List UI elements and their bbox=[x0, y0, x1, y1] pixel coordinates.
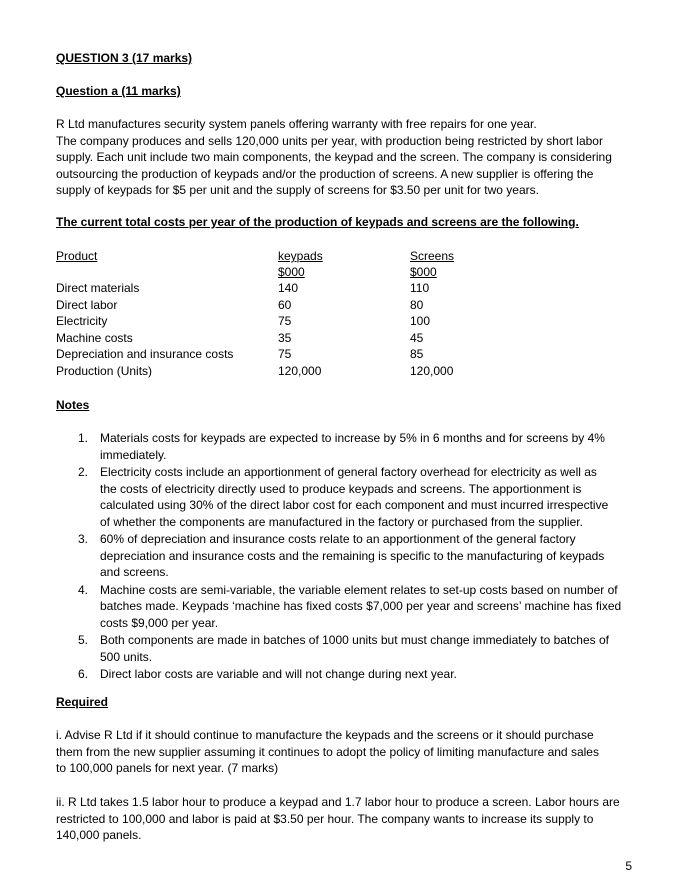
note-number: 3. bbox=[78, 532, 89, 546]
required-ii-line: 140,000 panels. bbox=[56, 828, 142, 842]
row-label: Electricity bbox=[56, 314, 108, 328]
required-ii-line: restricted to 100,000 and labor is paid at $3.50 per hour. The company wants to increase its supply to bbox=[56, 811, 594, 826]
note-line: 60% of depreciation and insurance costs relate to an apportionment of the general factory bbox=[100, 532, 576, 546]
unit-screens: $000 bbox=[410, 265, 437, 279]
note-line: depreciation and insurance costs and the remaining is specific to the manufacturing of keypads bbox=[100, 548, 605, 563]
intro-paragraph bbox=[56, 116, 634, 199]
intro-line: supply. Each unit include two main components, the keypad and the screen. The company is considering bbox=[56, 150, 612, 164]
header-screens: Screens bbox=[410, 249, 455, 263]
note-line: calculated using 30% of the direct labor cost for each component and must incurred irrespective bbox=[100, 498, 609, 512]
row-label: Depreciation and insurance costs bbox=[56, 347, 234, 361]
question-a-title: Question a (11 marks) bbox=[56, 84, 181, 98]
row-label: Production (Units) bbox=[56, 363, 153, 378]
row-label: Machine costs bbox=[56, 330, 133, 345]
row-keypads: 140 bbox=[278, 281, 299, 295]
row-keypads: 75 bbox=[278, 314, 292, 328]
note-line: batches made. Keypads ‘machine has fixed costs $7,000 per year and screens’ machine has fixed bbox=[100, 599, 622, 613]
row-screens: 45 bbox=[410, 330, 424, 345]
row-label: Direct labor bbox=[56, 297, 118, 312]
note-item bbox=[56, 666, 636, 683]
intro-line: The company produces and sells 120,000 units per year, with production being restricted by short labor bbox=[56, 133, 603, 148]
required-i-line: them from the new supplier assuming it continues to adopt the policy of limiting manufacture and sales bbox=[56, 744, 599, 759]
note-number: 6. bbox=[78, 667, 89, 681]
row-screens: 85 bbox=[410, 347, 424, 361]
note-line: the costs of electricity directly used to produce keypads and screens. The apportionment is bbox=[100, 481, 582, 496]
note-number: 1. bbox=[78, 431, 89, 445]
row-keypads: 120,000 bbox=[278, 363, 322, 378]
row-keypads: 35 bbox=[278, 330, 292, 345]
row-keypads: 75 bbox=[278, 347, 292, 361]
required-title: Required bbox=[56, 695, 109, 709]
costs-heading: The current total costs per year of the production of keypads and screens are the following. bbox=[56, 215, 579, 229]
note-line: Electricity costs include an apportionment of general factory overhead for electricity as well as bbox=[100, 465, 597, 479]
row-screens: 80 bbox=[410, 297, 424, 312]
question-title: QUESTION 3 (17 marks) bbox=[56, 51, 193, 65]
row-keypads: 60 bbox=[278, 297, 292, 312]
intro-line: outsourcing the production of keypads and/or the production of screens. A new supplier is offering the bbox=[56, 166, 594, 181]
required-i-line: i. Advise R Ltd if it should continue to manufacture the keypads and the screens or it should purchase bbox=[56, 728, 594, 742]
note-line: Machine costs are semi-variable, the variable element relates to set-up costs based on number of bbox=[100, 582, 618, 597]
note-item bbox=[56, 531, 636, 581]
required-ii-paragraph bbox=[56, 794, 634, 844]
page-number: 5 bbox=[625, 859, 632, 873]
required-ii-line: ii. R Ltd takes 1.5 labor hour to produce a keypad and 1.7 labor hour to produce a screen. Labor hours are bbox=[56, 795, 620, 809]
notes-list bbox=[56, 430, 636, 684]
note-line: of whether the components are manufactured in the factory or purchased from the supplier. bbox=[100, 514, 583, 529]
note-line: and screens. bbox=[100, 565, 169, 579]
row-screens: 110 bbox=[410, 281, 430, 295]
note-item bbox=[56, 430, 636, 463]
unit-keypads: $000 bbox=[278, 265, 305, 279]
note-line: Materials costs for keypads are expected to increase by 5% in 6 months and for screens by 4% bbox=[100, 431, 605, 445]
note-line: 500 units. bbox=[100, 649, 153, 664]
intro-line: R Ltd manufactures security system panels offering warranty with free repairs for one year. bbox=[56, 117, 537, 131]
note-item bbox=[56, 582, 636, 632]
note-line: immediately. bbox=[100, 447, 167, 462]
note-line: Direct labor costs are variable and will not change during next year. bbox=[100, 667, 457, 681]
row-screens: 120,000 bbox=[410, 363, 454, 378]
intro-line: supply of keypads for $5 per unit and the supply of screens for $3.50 per unit for two years. bbox=[56, 183, 539, 197]
notes-title: Notes bbox=[56, 398, 90, 412]
header-product: Product bbox=[56, 249, 98, 263]
required-i-paragraph bbox=[56, 727, 634, 777]
header-keypads: keypads bbox=[278, 249, 323, 263]
note-item bbox=[56, 464, 636, 530]
note-number: 4. bbox=[78, 582, 89, 597]
note-number: 5. bbox=[78, 633, 89, 647]
row-label: Direct materials bbox=[56, 281, 140, 295]
required-i-line: to 100,000 panels for next year. (7 marks) bbox=[56, 761, 279, 775]
note-item bbox=[56, 632, 636, 665]
note-number: 2. bbox=[78, 465, 89, 479]
note-line: Both components are made in batches of 1000 units but must change immediately to batches of bbox=[100, 633, 609, 647]
row-screens: 100 bbox=[410, 314, 431, 328]
note-line: costs $9,000 per year. bbox=[100, 615, 219, 630]
